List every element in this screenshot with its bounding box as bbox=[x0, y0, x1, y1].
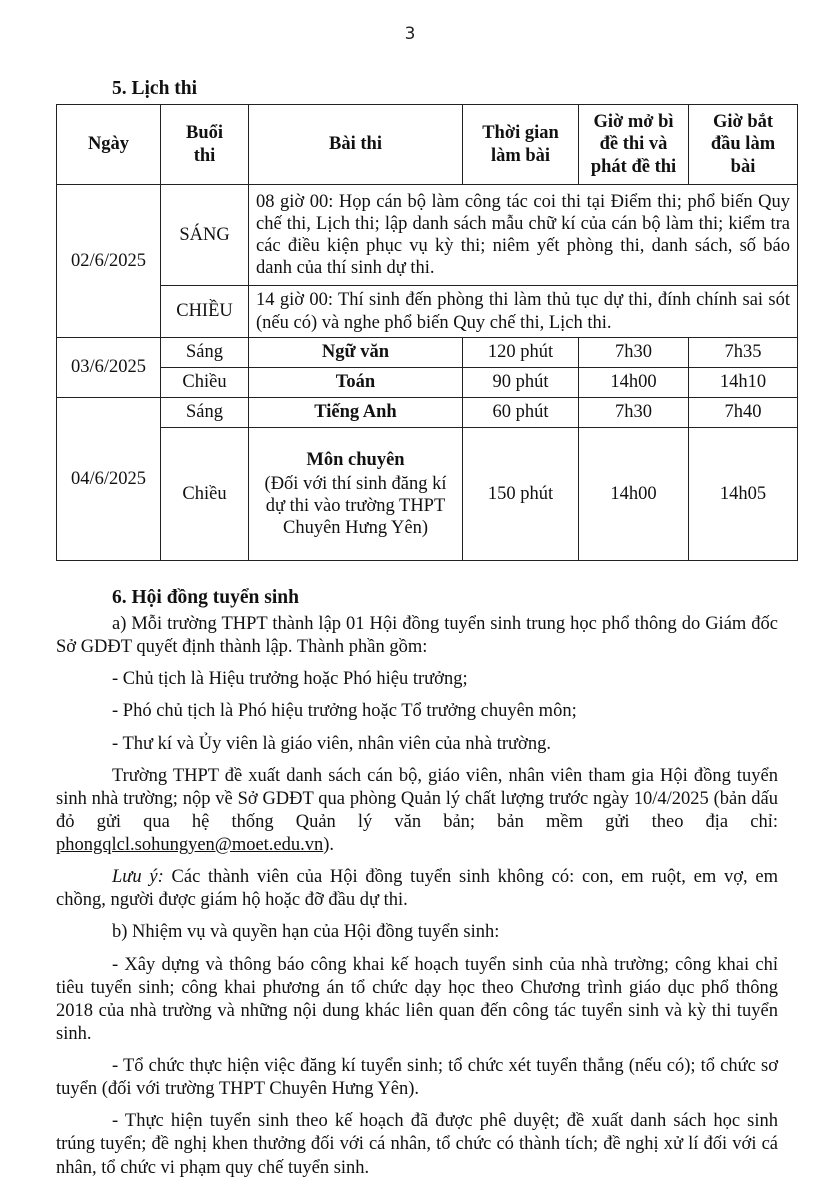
check-in-note-text: 14 giờ 00: Thí sinh đến phòng thi làm thủ tục dự thi, đính chính sai sót (nếu có) và nghe phổ biến Quy chế thi, Lịch thi. bbox=[256, 290, 790, 333]
session-cell: Chiều bbox=[161, 368, 249, 398]
header-start-time: Giờ bắt đầu làm bài bbox=[689, 105, 798, 185]
open-time-cell: 14h00 bbox=[579, 428, 689, 561]
meeting-note-text: 08 giờ 00: Họp cán bộ làm công tác coi thi tại Điểm thi; phổ biến Quy chế thi, Lịch thi; lập danh sách mẫu chữ kí của cán bộ làm thi; kiểm tra các điều kiện phục vụ kỳ thi; niêm yết phòng thi, danh sách, số báo danh của thí sinh dự thi. bbox=[256, 191, 790, 279]
subject-cell: Ngữ văn bbox=[249, 338, 463, 368]
table-header-row bbox=[57, 105, 798, 185]
subject-cell: Tiếng Anh bbox=[249, 398, 463, 428]
paragraph-propose-end: ). bbox=[323, 835, 335, 855]
subject-cell: Toán bbox=[249, 368, 463, 398]
duration-cell: 120 phút bbox=[463, 338, 579, 368]
header-session: Buổi thi bbox=[161, 105, 249, 185]
exam-schedule-table bbox=[56, 104, 798, 561]
open-time-cell: 14h00 bbox=[579, 368, 689, 398]
date-cell: 04/6/2025 bbox=[57, 398, 161, 561]
specialized-subject-title: Môn chuyên bbox=[306, 449, 405, 470]
duty-publicize: - Xây dựng và thông báo công khai kế hoạch tuyển sinh của nhà trường; công khai chỉ tiêu tuyển sinh; công khai phương án tổ chức dạy học theo Chương trình giáo dục phổ thông 2018 của nhà trường và những nội dung khác liên quan đến công tác tuyển sinh và kỳ thi tuyển sinh. bbox=[56, 954, 778, 1044]
session-cell: Sáng bbox=[161, 398, 249, 428]
check-in-note bbox=[249, 286, 798, 338]
table-row bbox=[57, 286, 798, 338]
table-row bbox=[57, 338, 798, 368]
email-link[interactable]: phongqlcl.sohungyen@moet.edu.vn bbox=[56, 835, 324, 855]
start-time-cell: 14h10 bbox=[689, 368, 798, 398]
open-time-cell: 7h30 bbox=[579, 398, 689, 428]
note-label: Lưu ý: bbox=[112, 867, 164, 888]
table-row bbox=[57, 185, 798, 286]
section-5-title: 5. Lịch thi bbox=[112, 78, 198, 99]
section-6-title: 6. Hội đồng tuyển sinh bbox=[112, 587, 299, 608]
open-time-cell: 7h30 bbox=[579, 338, 689, 368]
date-cell: 02/6/2025 bbox=[57, 185, 161, 338]
table-row bbox=[57, 428, 798, 561]
paragraph-b: b) Nhiệm vụ và quyền hạn của Hội đồng tuyển sinh: bbox=[112, 922, 500, 943]
section-6-body bbox=[56, 613, 778, 1180]
session-cell: Sáng bbox=[161, 338, 249, 368]
paragraph-propose-text: Trường THPT đề xuất danh sách cán bộ, giáo viên, nhân viên tham gia Hội đồng tuyển sinh nhà trường; nộp về Sở GDĐT qua phòng Quản lý chất lượng trước ngày 10/4/2025 (bản dấu đỏ gửi qua hệ thống Quản lý văn bản; bản mềm gửi theo địa chỉ: bbox=[56, 765, 778, 832]
subject-cell bbox=[249, 428, 463, 561]
start-time-cell: 7h40 bbox=[689, 398, 798, 428]
header-open-time: Giờ mở bì đề thi và phát đề thi bbox=[579, 105, 689, 185]
note-paragraph bbox=[56, 866, 778, 912]
duration-cell: 150 phút bbox=[463, 428, 579, 561]
header-subject: Bài thi bbox=[249, 105, 463, 185]
note-text: Các thành viên của Hội đồng tuyển sinh không có: con, em ruột, em vợ, em chồng, người được giám hộ hoặc đỡ đầu dự thi. bbox=[56, 867, 778, 911]
table-row bbox=[57, 398, 798, 428]
session-cell: SÁNG bbox=[161, 185, 249, 286]
bullet-secretary: - Thư kí và Ủy viên là giáo viên, nhân viên của nhà trường. bbox=[112, 733, 551, 754]
bullet-vice-chair: - Phó chủ tịch là Phó hiệu trưởng hoặc Tổ trưởng chuyên môn; bbox=[112, 701, 577, 722]
duration-cell: 60 phút bbox=[463, 398, 579, 428]
start-time-cell: 14h05 bbox=[689, 428, 798, 561]
header-duration: Thời gian làm bài bbox=[463, 105, 579, 185]
meeting-note bbox=[249, 185, 798, 286]
date-cell: 03/6/2025 bbox=[57, 338, 161, 398]
table-row bbox=[57, 368, 798, 398]
duty-registration: - Tổ chức thực hiện việc đăng kí tuyển sinh; tổ chức xét tuyển thẳng (nếu có); tổ chức sơ tuyển (đối với trường THPT Chuyên Hưng Yên). bbox=[56, 1056, 778, 1100]
duty-admission: - Thực hiện tuyển sinh theo kế hoạch đã được phê duyệt; đề xuất danh sách học sinh trúng tuyển; đề nghị khen thưởng đối với cá nhân, tổ chức có thành tích; đề nghị xử lí đối với cá nhân, tổ chức vi phạm quy chế tuyển sinh. bbox=[56, 1111, 778, 1178]
specialized-subject-note: (Đối với thí sinh đăng kí dự thi vào trường THPT Chuyên Hưng Yên) bbox=[264, 473, 447, 539]
page-number: 3 bbox=[404, 24, 416, 44]
bullet-chair: - Chủ tịch là Hiệu trưởng hoặc Phó hiệu trưởng; bbox=[112, 669, 468, 690]
duration-cell: 90 phút bbox=[463, 368, 579, 398]
session-cell: CHIỀU bbox=[161, 286, 249, 338]
start-time-cell: 7h35 bbox=[689, 338, 798, 368]
paragraph-a: a) Mỗi trường THPT thành lập 01 Hội đồng tuyển sinh trung học phổ thông do Giám đốc Sở GDĐT quyết định thành lập. Thành phần gồm: bbox=[56, 614, 778, 658]
paragraph-propose bbox=[56, 765, 778, 858]
header-date: Ngày bbox=[57, 105, 161, 185]
session-cell: Chiều bbox=[161, 428, 249, 561]
